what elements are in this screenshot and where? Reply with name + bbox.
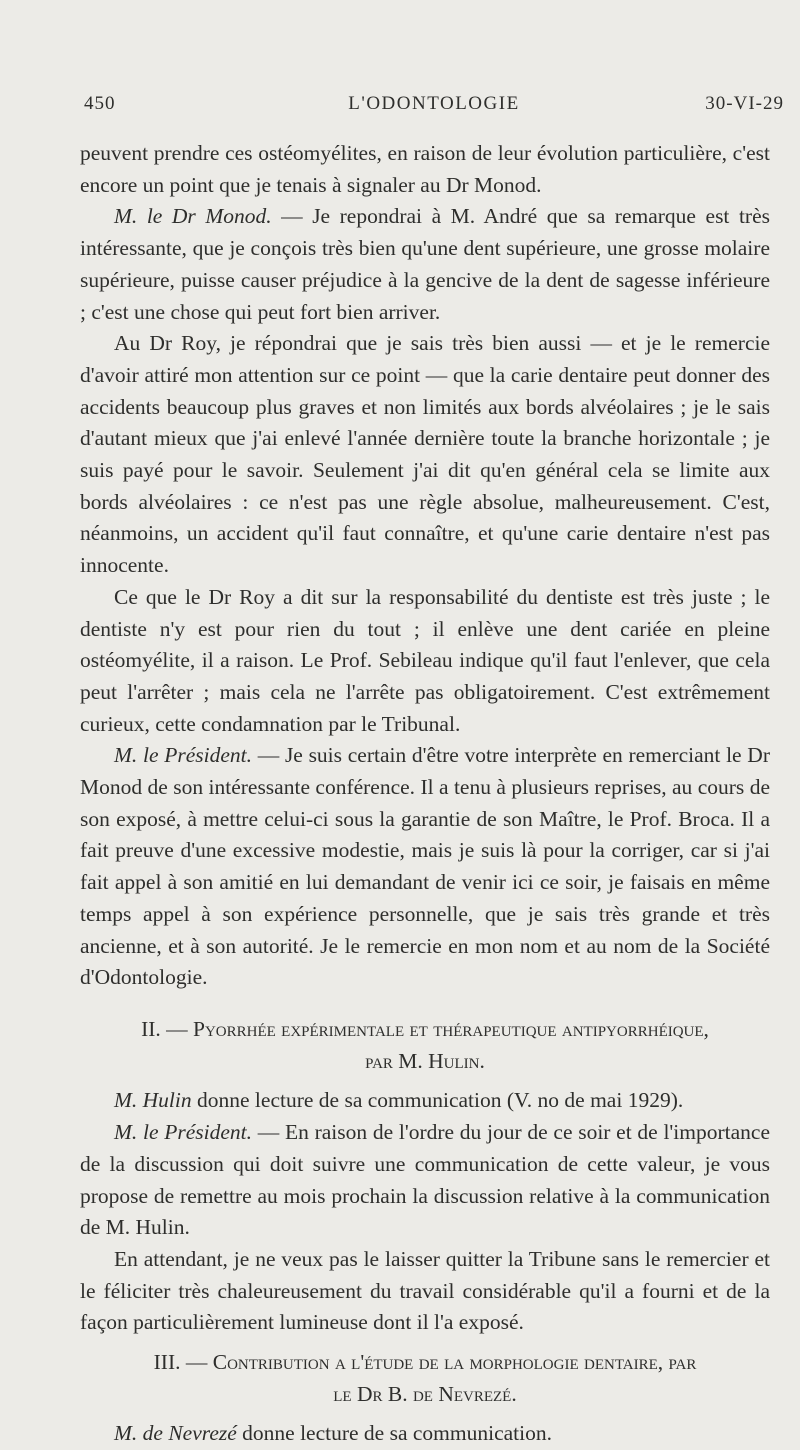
journal-title: L'ODONTOLOGIE [348, 93, 520, 114]
speaker-name: M. de Nevrezé [114, 1421, 237, 1446]
paragraph-9 [80, 1418, 770, 1450]
page-number: 450 [84, 93, 116, 114]
paragraph-4: Ce que le Dr Roy a dit sur la responsabilité du dentiste est très juste ; le dentiste n'y est pour rien du tout ; il enlève une dent cariée en pleine ostéomyélite, il a raison. Le Prof. Sebileau indique qu'il faut l'enlever, que cela peut l'arrêter ; mais cela ne l'arrête pas obligatoirement. C'est extrêmement curieux, cette condamnation par le Tribunal. [80, 584, 770, 736]
issue-date: 30-VI-29 [705, 93, 784, 114]
section-3-author: le Dr B. de Nevrezé. [333, 1381, 517, 1406]
section-2-title: II. — Pyorrhée expérimentale et thérapeutique antipyorrhéique, [141, 1016, 709, 1041]
paragraph-text: — Je suis certain d'être votre interprète en remerciant le Dr Monod de son intéressante conférence. Il a tenu à plusieurs reprises, au cours de son exposé, à mettre celui-ci sous la garantie de son Maître, le Prof. Broca. Il a fait preuve d'une excessive modestie, mais je suis là pour la corriger, car si j'ai fait appel à son amitié en lui demandant de venir ici ce soir, je faisais en même temps appel à son expérience personnelle, que je sais très grande et très ancienne, et à son autorité. Je le remercie en mon nom et au nom de la Société d'Odontologie. [80, 743, 770, 990]
paragraph-7 [80, 1117, 770, 1244]
speaker-name: M. Hulin [114, 1088, 192, 1113]
paragraph-text: donne lecture de sa communication. [236, 1421, 553, 1446]
section-3-title: III. — Contribution a l'étude de la morphologie dentaire, par [153, 1350, 697, 1375]
speaker-name: M. le Président. [114, 743, 253, 768]
paragraph-text: — En raison de l'ordre du jour de ce soir et de l'importance de la discussion qui doit suivre une communication de cette valeur, je vous propose de remettre au mois prochain la discussion relative à la communication de M. Hulin. [80, 1120, 770, 1240]
paragraph-5 [80, 740, 770, 994]
running-header [84, 93, 784, 123]
paragraph-3: Au Dr Roy, je répondrai que je sais très bien aussi — et je le remercie d'avoir attiré mon attention sur ce point — que la carie dentaire peut donner des accidents beaucoup plus graves et non limités aux bords alvéolaires ; je le sais d'autant mieux que j'ai enlevé l'année dernière toute la branche horizontale ; je suis payé pour le savoir. Seulement j'ai dit qu'en général cela se limite aux bords alvéolaires : ce n'est pas une règle absolue, malheureusement. C'est, néanmoins, un accident qu'il faut connaître, et qu'une carie dentaire n'est pas innocente. [80, 331, 770, 578]
paragraph-text: — Je repondrai à M. André que sa remarque est très intéressante, que je conçois très bien qu'une dent supérieure, une grosse molaire supérieure, puisse causer préjudice à la gencive de la dent de sagesse inférieure ; c'est une chose qui peut fort bien arriver. [80, 204, 770, 324]
paragraph-1: peuvent prendre ces ostéomyélites, en raison de leur évolution particulière, c'est encore un point que je tenais à signaler au Dr Monod. [80, 141, 770, 197]
paragraph-2 [80, 201, 770, 328]
section-2-author: par M. Hulin. [365, 1048, 485, 1073]
paragraph-text: donne lecture de sa communication (V. no de mai 1929). [191, 1088, 684, 1113]
speaker-name: M. le Président. [114, 1120, 253, 1145]
paragraph-6 [80, 1085, 770, 1117]
body-text [80, 138, 770, 1450]
speaker-name: M. le Dr Monod. [114, 204, 272, 229]
paragraph-8: En attendant, je ne veux pas le laisser quitter la Tribune sans le remercier et le féliciter très chaleureusement du travail considérable qu'il a fourni et de la façon particulièrement lumineuse dont il l'a exposé. [80, 1246, 770, 1335]
